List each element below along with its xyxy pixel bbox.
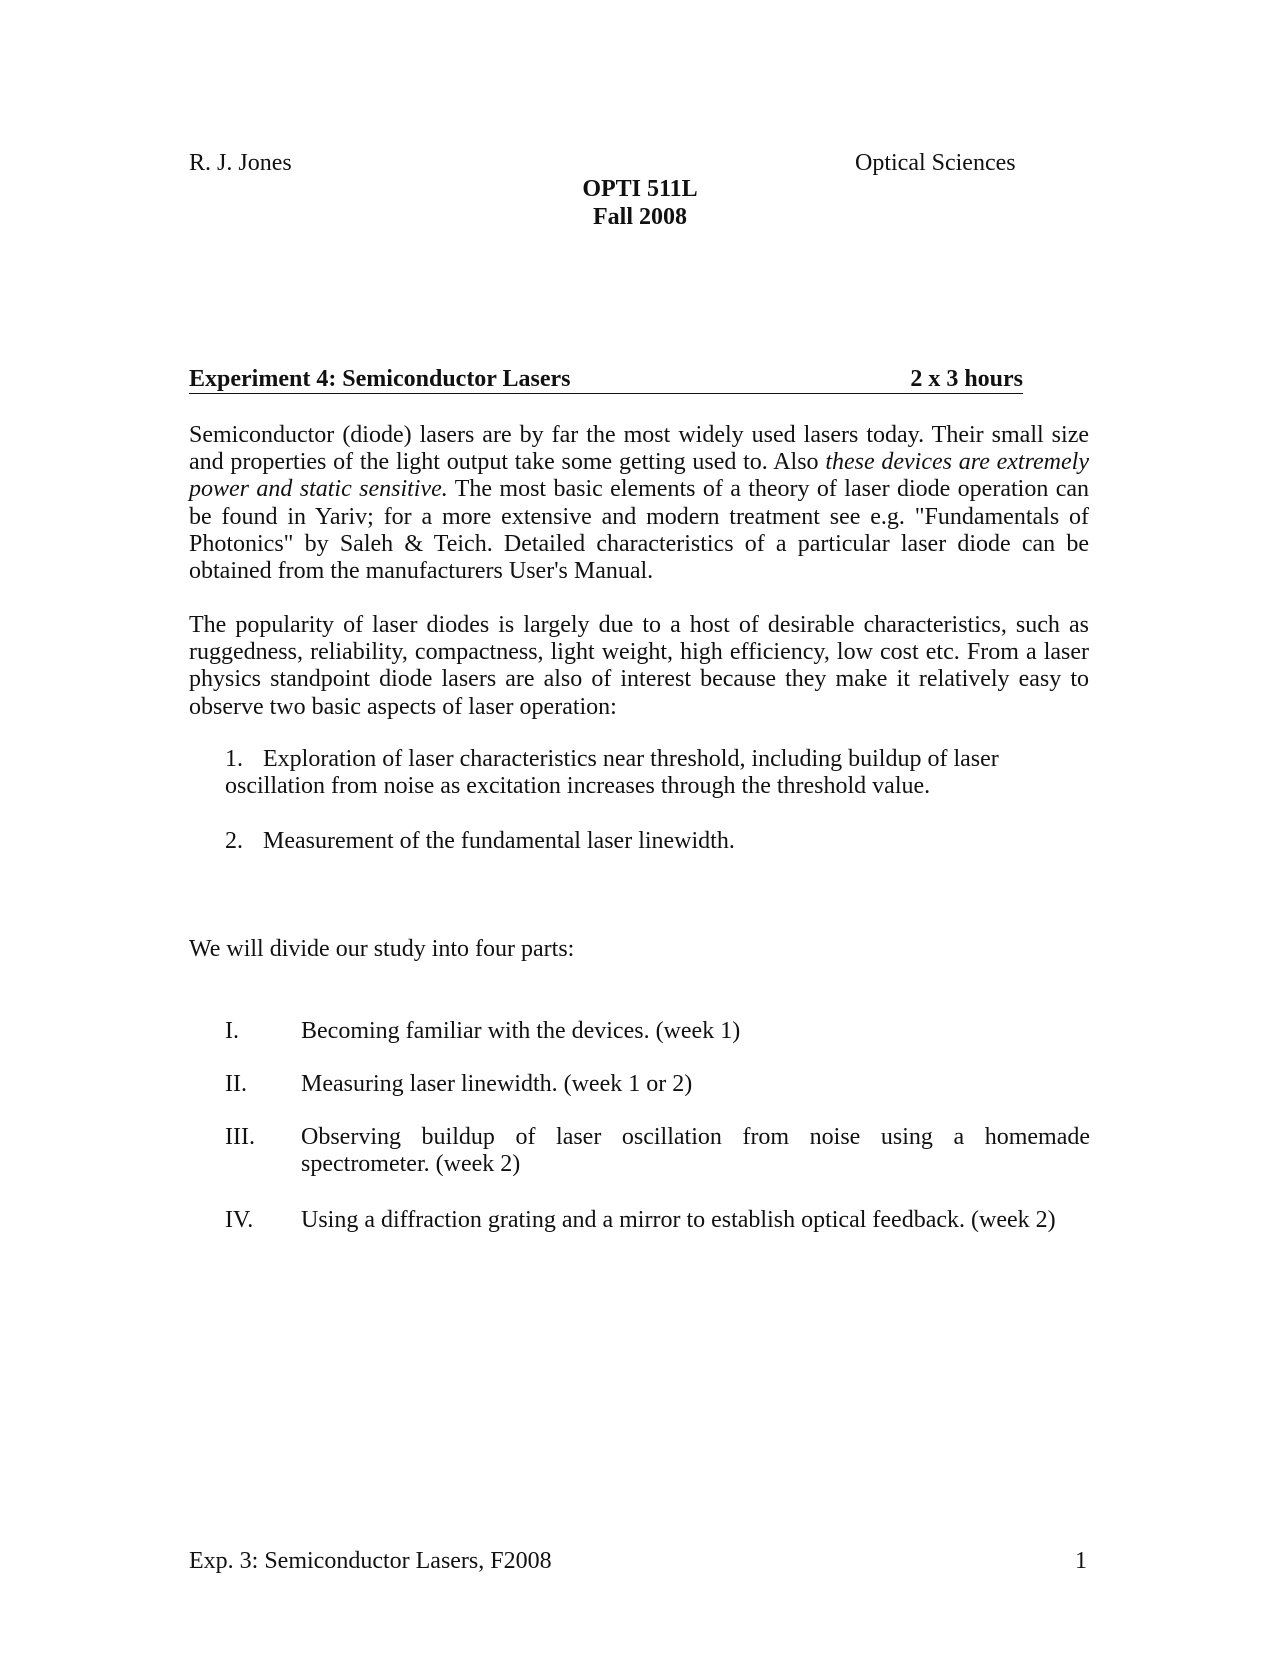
course-term: Fall 2008 bbox=[593, 204, 687, 230]
numbered-item bbox=[225, 828, 1045, 855]
intro-paragraph bbox=[189, 422, 1089, 585]
intro-text-start: Semiconductor (diode) lasers are by far the most widely used lasers today. Their small size and properties of the light output take some getting used to. Also bbox=[189, 422, 1089, 476]
item-number: 2. bbox=[225, 828, 243, 854]
department-name: Optical Sciences bbox=[855, 150, 1016, 176]
part-number: I. bbox=[225, 1018, 239, 1044]
part-text: Becoming familiar with the devices. (week 1) bbox=[301, 1018, 741, 1044]
author-name: R. J. Jones bbox=[189, 150, 292, 176]
item-text-line1: Exploration of laser characteristics near threshold, including buildup of laser bbox=[263, 746, 999, 772]
footer-title: Exp. 3: Semiconductor Lasers, F2008 bbox=[189, 1548, 552, 1574]
item-text-line1: Measurement of the fundamental laser linewidth. bbox=[263, 828, 735, 854]
part-text: Using a diffraction grating and a mirror to establish optical feedback. (week 2) bbox=[301, 1207, 1056, 1233]
experiment-duration: 2 x 3 hours bbox=[910, 366, 1023, 392]
popularity-paragraph: The popularity of laser diodes is largely due to a host of desirable characteristics, such as ruggedness, reliability, compactness, light weight, high efficiency, low cost etc. From a laser physics standpoint diode lasers are also of interest because they make it relatively easy to observe two basic aspects of laser operation: bbox=[189, 612, 1089, 720]
part-text: Measuring laser linewidth. (week 1 or 2) bbox=[301, 1071, 693, 1097]
part-text: Observing buildup of laser oscillation from noise using a homemade spectrometer. (week 2) bbox=[301, 1124, 1090, 1178]
part-number: II. bbox=[225, 1071, 247, 1097]
page-number: 1 bbox=[1075, 1548, 1087, 1574]
intro-text-end: The most basic elements of a theory of laser diode operation can be found in Yariv; for a more extensive and modern treatment see e.g. "Fundamentals of Photonics" by Saleh & Teich. Detailed characteristics of a particular laser diode can be obtained from the manufacturers User's Manual. bbox=[189, 476, 1089, 585]
experiment-heading bbox=[189, 366, 1023, 394]
part-number: IV. bbox=[225, 1207, 254, 1233]
item-text-line2: oscillation from noise as excitation increases through the threshold value. bbox=[225, 773, 931, 800]
parts-intro: We will divide our study into four parts: bbox=[189, 936, 575, 962]
warning-text: these devices are extremely power and static sensitive. bbox=[189, 449, 1089, 503]
course-code: OPTI 511L bbox=[582, 176, 698, 202]
item-number: 1. bbox=[225, 746, 243, 772]
experiment-title: Experiment 4: Semiconductor Lasers bbox=[189, 366, 571, 392]
numbered-item bbox=[225, 746, 1045, 800]
part-number: III. bbox=[225, 1124, 255, 1150]
